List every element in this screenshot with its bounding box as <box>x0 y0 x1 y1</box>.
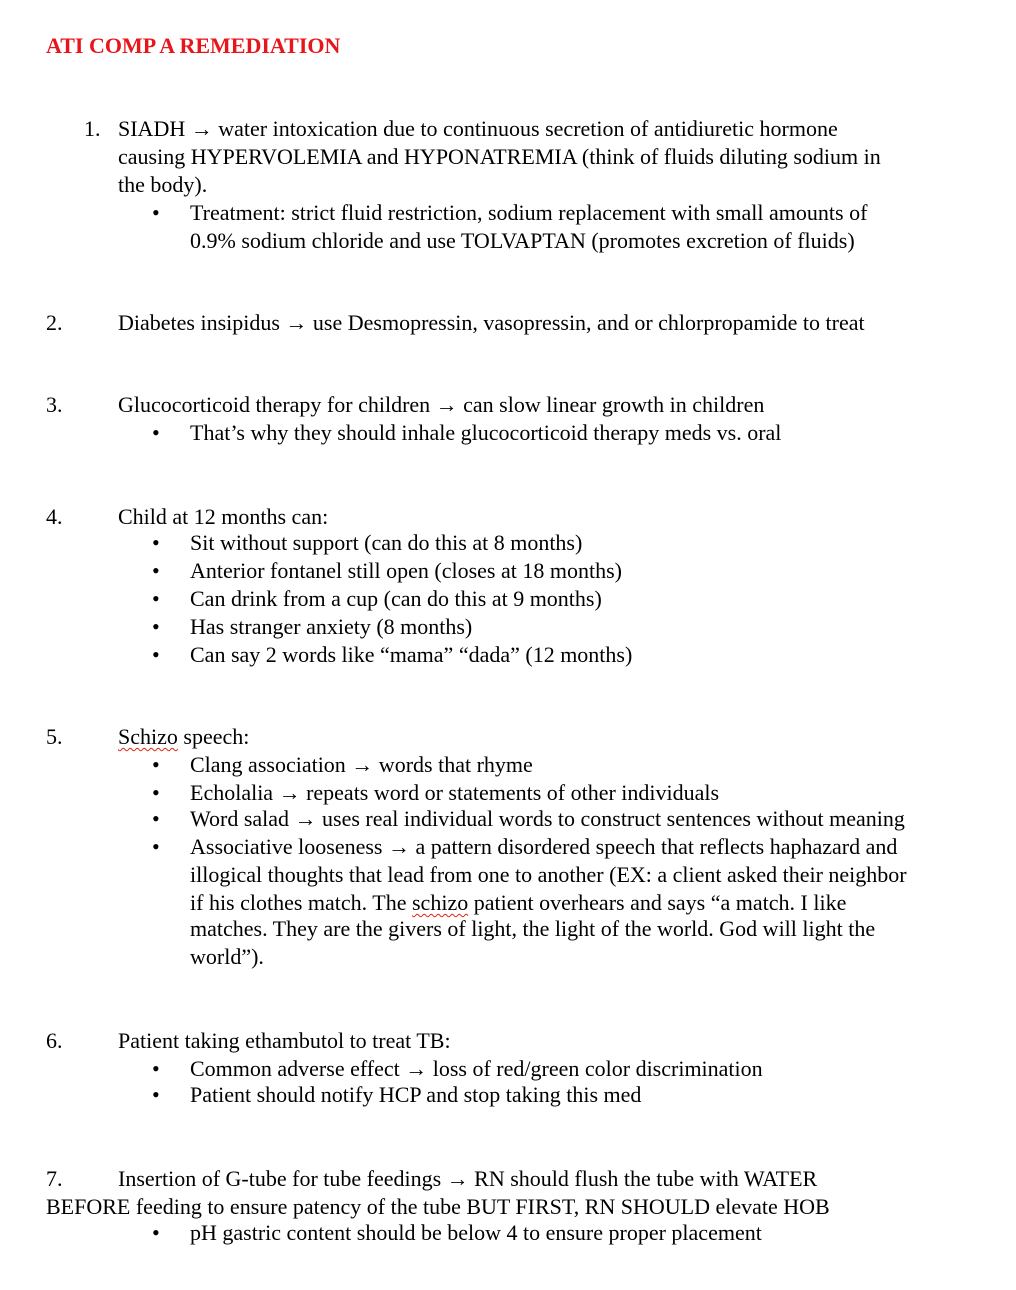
bullet-text: Sit without support (can do this at 8 months) <box>190 530 583 555</box>
document-title: ATI COMP A REMEDIATION <box>46 33 341 58</box>
bullet-text: Patient should notify HCP and stop taking this med <box>190 1082 642 1107</box>
item-number: 5. <box>46 724 63 749</box>
bullet-text: Echolalia → repeats word or statements of other individuals <box>190 780 720 805</box>
item-text: Insertion of G-tube for tube feedings → RN should flush the tube with WATER <box>118 1166 818 1191</box>
item-text: SIADH → water intoxication due to continuous secretion of antidiuretic hormone <box>118 116 838 141</box>
item-text-rest: speech: <box>177 724 250 749</box>
bullet-text <box>190 889 846 917</box>
text-segment: if his clothes match. The <box>190 890 412 915</box>
item-text: Glucocorticoid therapy for children → can slow linear growth in children <box>118 392 765 417</box>
bullet: • <box>152 200 160 225</box>
item-text: the body). <box>118 172 208 197</box>
bullet: • <box>152 530 160 555</box>
item-number: 4. <box>46 504 63 529</box>
item-text: Diabetes insipidus → use Desmopressin, vasopressin, and or chlorpropamide to treat <box>118 310 865 335</box>
bullet: • <box>152 1056 160 1081</box>
bullet-text: Clang association → words that rhyme <box>190 752 533 777</box>
text-segment: patient overhears and says “a match. I like <box>468 890 847 915</box>
bullet: • <box>152 642 160 667</box>
bullet-text: Associative looseness → a pattern disordered speech that reflects haphazard and <box>190 834 898 859</box>
bullet: • <box>152 806 160 831</box>
bullet-text: world”). <box>190 944 264 969</box>
item-text: causing HYPERVOLEMIA and HYPONATREMIA (think of fluids diluting sodium in <box>118 144 881 169</box>
item-number: 7. <box>46 1166 63 1191</box>
bullet-text: illogical thoughts that lead from one to another (EX: a client asked their neighbor <box>190 862 907 887</box>
bullet: • <box>152 834 160 859</box>
item-number: 1. <box>84 116 101 141</box>
bullet-text: matches. They are the givers of light, the light of the world. God will light the <box>190 916 876 941</box>
item-text <box>118 723 249 751</box>
bullet-text: 0.9% sodium chloride and use TOLVAPTAN (promotes excretion of fluids) <box>190 228 855 253</box>
bullet: • <box>152 1220 160 1245</box>
bullet: • <box>152 420 160 445</box>
bullet: • <box>152 586 160 611</box>
bullet-text: Word salad → uses real individual words to construct sentences without meaning <box>190 806 905 831</box>
bullet-text: Anterior fontanel still open (closes at 18 months) <box>190 558 622 583</box>
item-number: 3. <box>46 392 63 417</box>
bullet: • <box>152 558 160 583</box>
item-text: Child at 12 months can: <box>118 504 329 529</box>
bullet: • <box>152 1082 160 1107</box>
misspelled-word: Schizo <box>118 724 178 749</box>
item-text: Patient taking ethambutol to treat TB: <box>118 1028 451 1053</box>
bullet-text: Has stranger anxiety (8 months) <box>190 614 473 639</box>
bullet-text: Common adverse effect → loss of red/green color discrimination <box>190 1056 763 1081</box>
bullet-text: That’s why they should inhale glucocorticoid therapy meds vs. oral <box>190 420 782 445</box>
bullet: • <box>152 614 160 639</box>
bullet: • <box>152 780 160 805</box>
item-text: BEFORE feeding to ensure patency of the tube BUT FIRST, RN SHOULD elevate HOB <box>46 1194 830 1219</box>
misspelled-word: schizo <box>412 890 469 915</box>
bullet-text: pH gastric content should be below 4 to ensure proper placement <box>190 1220 762 1245</box>
bullet-text: Can say 2 words like “mama” “dada” (12 months) <box>190 642 633 667</box>
bullet-text: Can drink from a cup (can do this at 9 months) <box>190 586 602 611</box>
item-number: 2. <box>46 310 63 335</box>
item-number: 6. <box>46 1028 63 1053</box>
bullet: • <box>152 752 160 777</box>
bullet-text: Treatment: strict fluid restriction, sodium replacement with small amounts of <box>190 200 868 225</box>
